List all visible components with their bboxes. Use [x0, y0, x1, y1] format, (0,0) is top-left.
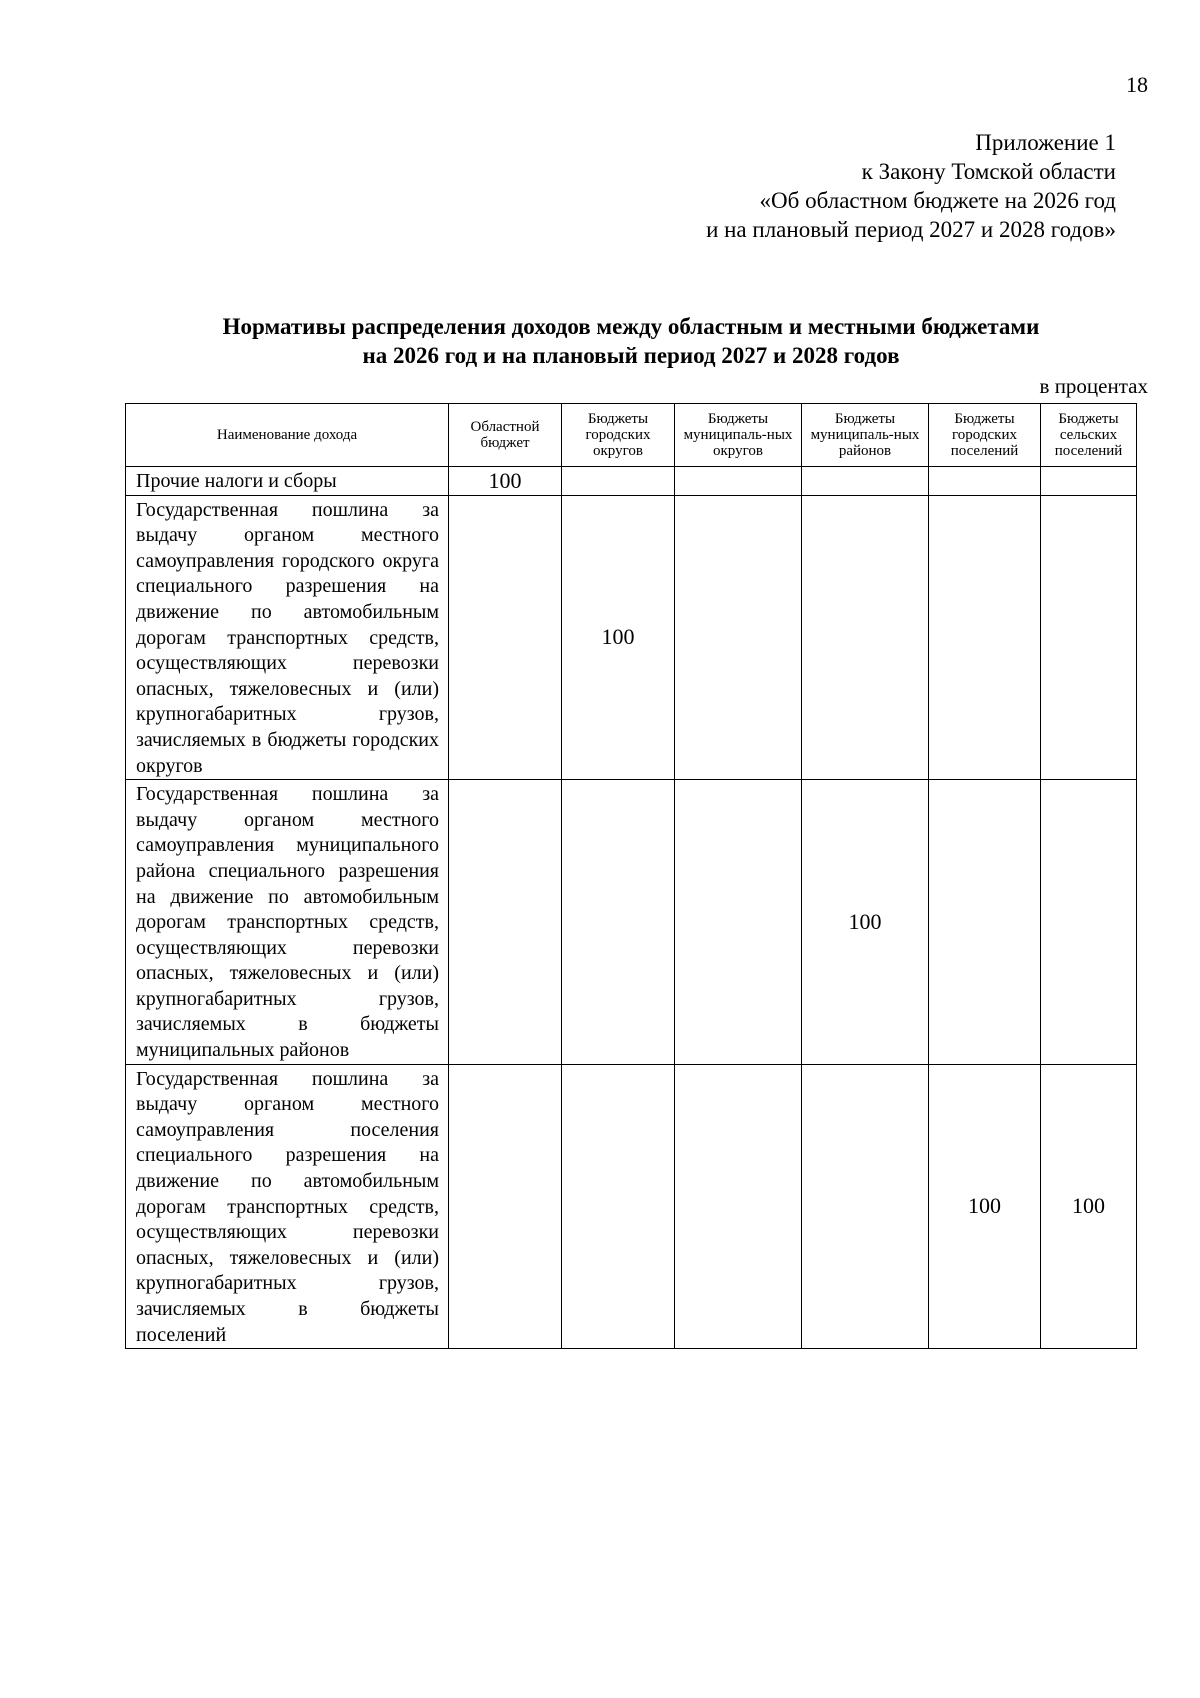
units-label: в процентах [1039, 374, 1148, 398]
value-cell [802, 1064, 929, 1349]
value-cell [562, 467, 675, 496]
income-name-cell: Государственная пошлина за выдачу органом местного самоуправления городского округа специального разрешения на движение по автомобильным дорогам транспортных средств, осуществляющих перевозки опасных, тяжеловесных и (или) крупногабаритных грузов, зачисляемых в бюджеты городских округов [126, 495, 449, 780]
appendix-header [706, 128, 1116, 244]
value-cell [1041, 780, 1137, 1065]
header-municipal-districts: Бюджеты муниципаль-ных округов [675, 404, 802, 467]
value-cell: 100 [1041, 1064, 1137, 1349]
value-cell [929, 467, 1041, 496]
value-cell [449, 1064, 562, 1349]
header-income-name: Наименование дохода [126, 404, 449, 467]
value-cell [449, 780, 562, 1065]
appendix-line-3: «Об областном бюджете на 2026 год [759, 188, 1116, 213]
table-header-row [126, 404, 1137, 467]
value-cell [929, 780, 1041, 1065]
title-line-1: Нормативы распределения доходов между областным и местными бюджетами [222, 314, 1040, 339]
value-cell [675, 467, 802, 496]
appendix-line-1: Приложение 1 [975, 130, 1116, 155]
value-cell [1041, 495, 1137, 780]
appendix-line-4: и на плановый период 2027 и 2028 годов» [706, 217, 1116, 242]
table-row [126, 1064, 1137, 1349]
value-cell [675, 780, 802, 1065]
value-cell [562, 1064, 675, 1349]
header-regional-budget: Областной бюджет [449, 404, 562, 467]
header-rural-settlements: Бюджеты сельских поселений [1041, 404, 1137, 467]
income-name-cell: Государственная пошлина за выдачу органом местного самоуправления поселения специального разрешения на движение по автомобильным дорогам транспортных средств, осуществляющих перевозки опасных, тяжеловесных и (или) крупногабаритных грузов, зачисляемых в бюджеты поселений [126, 1064, 449, 1349]
document-title [130, 312, 1132, 370]
appendix-line-2: к Закону Томской области [861, 159, 1116, 184]
value-cell [449, 495, 562, 780]
income-name-cell: Государственная пошлина за выдачу органом местного самоуправления муниципального района специального разрешения на движение по автомобильным дорогам транспортных средств, осуществляющих перевозки опасных, тяжеловесных и (или) крупногабаритных грузов, зачисляемых в бюджеты муниципальных районов [126, 780, 449, 1065]
value-cell: 100 [929, 1064, 1041, 1349]
value-cell [562, 780, 675, 1065]
value-cell: 100 [449, 467, 562, 496]
table-row [126, 780, 1137, 1065]
norms-table [125, 403, 1137, 1349]
value-cell: 100 [562, 495, 675, 780]
table-row [126, 495, 1137, 780]
table-row [126, 467, 1137, 496]
value-cell [675, 1064, 802, 1349]
header-urban-settlements: Бюджеты городских поселений [929, 404, 1041, 467]
value-cell [802, 495, 929, 780]
value-cell [1041, 467, 1137, 496]
value-cell [929, 495, 1041, 780]
income-name-cell: Прочие налоги и сборы [126, 467, 449, 496]
header-city-districts: Бюджеты городских округов [562, 404, 675, 467]
value-cell: 100 [802, 780, 929, 1065]
title-line-2: на 2026 год и на плановый период 2027 и 2028 годов [362, 343, 900, 368]
header-municipal-areas: Бюджеты муниципаль-ных районов [802, 404, 929, 467]
value-cell [675, 495, 802, 780]
page-number: 18 [1126, 72, 1148, 97]
value-cell [802, 467, 929, 496]
